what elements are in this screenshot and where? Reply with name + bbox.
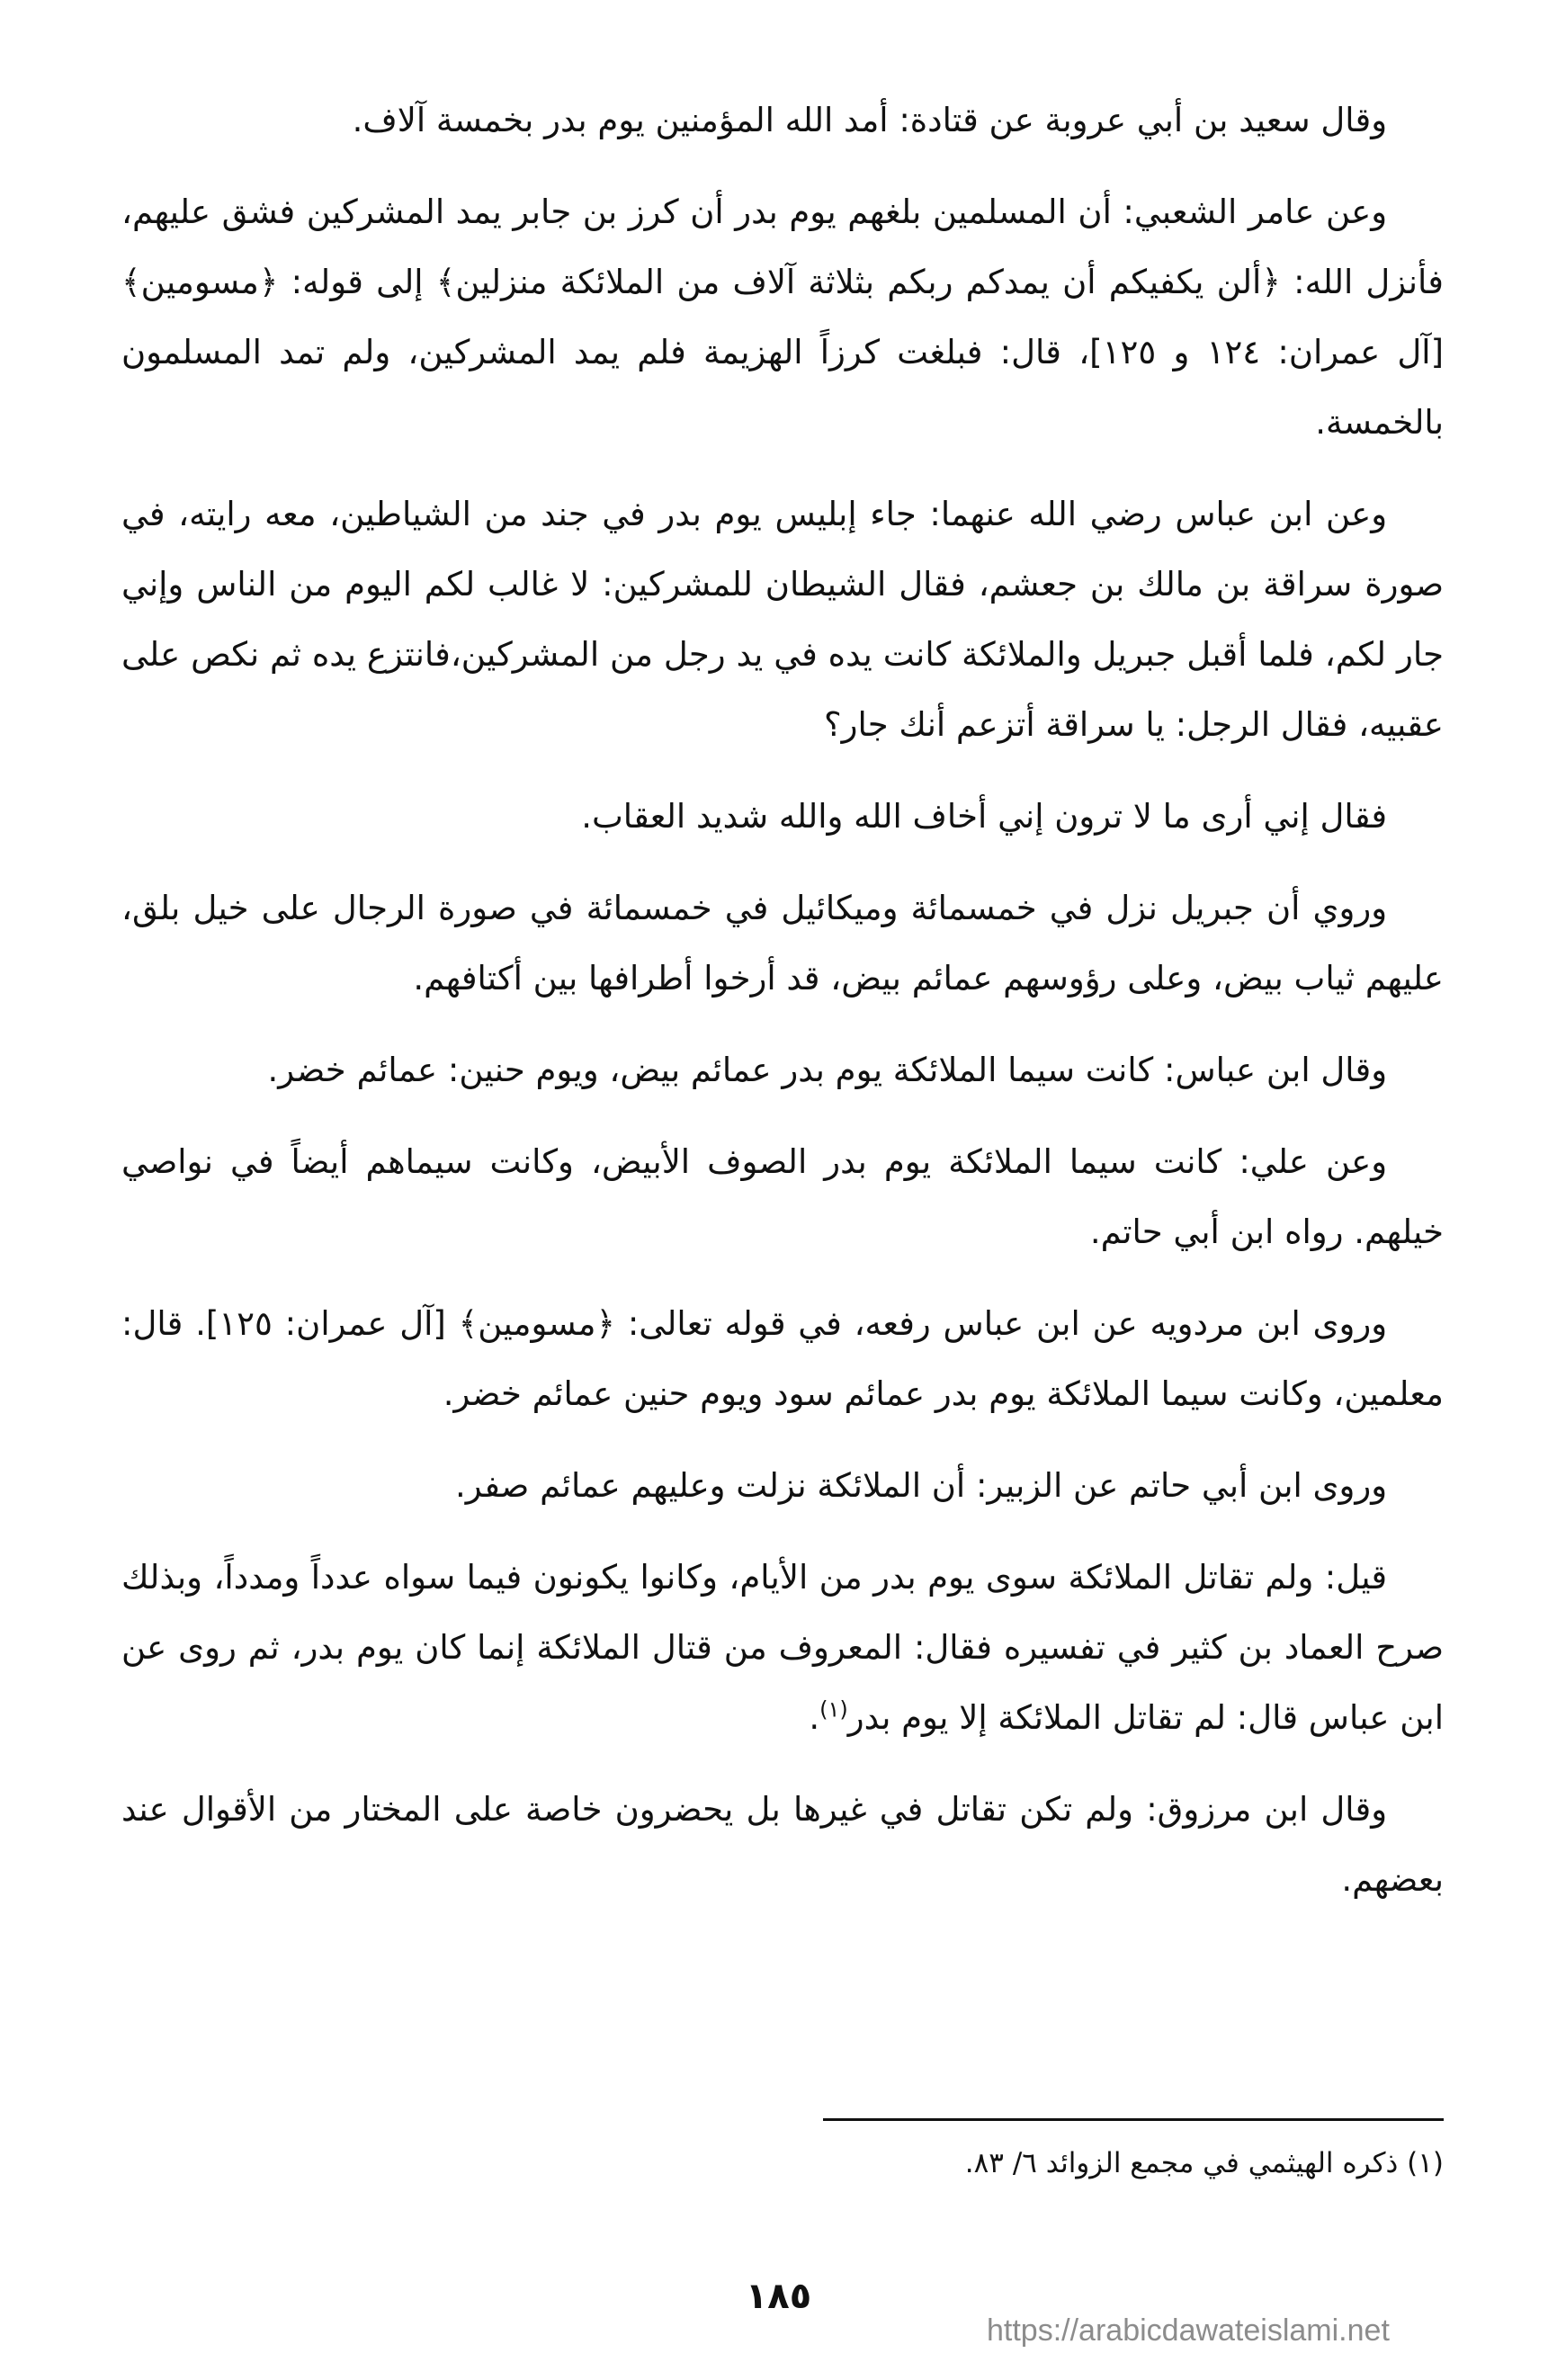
footnote: (١) ذكره الهيثمي في مجمع الزوائد ٦/ ٨٣. xyxy=(964,2147,1444,2179)
paragraph-5: وروي أن جبريل نزل في خمسمائة وميكائيل في خمسمائة في صورة الرجال على خيل بلق، عليهم ثياب بيض، وعلى رؤوسهم عمائم بيض، قد أرخوا أطرافها بين أكتافهم. xyxy=(121,889,1444,998)
paragraph-9: وروى ابن أبي حاتم عن الزبير: أن الملائكة نزلت وعليهم عمائم صفر. xyxy=(455,1466,1388,1505)
paragraph-1: وقال سعيد بن أبي عروبة عن قتادة: أمد الله المؤمنين يوم بدر بخمسة آلاف. xyxy=(352,101,1388,139)
paragraph-10 xyxy=(121,1543,1444,1753)
watermark-url: https://arabicdawateislami.net xyxy=(987,2313,1390,2348)
paragraph-10-text: قيل: ولم تقاتل الملائكة سوى يوم بدر من الأيام، وكانوا يكونون فيما سواه عدداً ومدداً، وبذلك صرح العماد بن كثير في تفسيره فقال: المعروف من قتال الملائكة إنما كان يوم بدر، ثم روى عن ابن عباس قال: لم تقاتل الملائكة إلا يوم بدر xyxy=(121,1558,1444,1737)
paragraph-7: وعن علي: كانت سيما الملائكة يوم بدر الصوف الأبيض، وكانت سيماهم أيضاً في نواصي خيلهم. رواه ابن أبي حاتم. xyxy=(121,1142,1444,1251)
paragraph-11: وقال ابن مرزوق: ولم تكن تقاتل في غيرها بل يحضرون خاصة على المختار من الأقوال عند بعضهم. xyxy=(121,1790,1444,1899)
page-body xyxy=(121,85,1444,1937)
paragraph-4: فقال إني أرى ما لا ترون إني أخاف الله والله شديد العقاب. xyxy=(581,797,1388,836)
page-number: ١٨٥ xyxy=(745,2276,812,2317)
paragraph-3: وعن ابن عباس رضي الله عنهما: جاء إبليس يوم بدر في جند من الشياطين، معه رايته، في صورة سراقة بن مالك بن جعشم، فقال الشيطان للمشركين: لا غالب لكم اليوم من الناس وإني جار لكم، فلما أقبل جبريل والملائكة كانت يده في يد رجل من المشركين،فانتزع يده ثم نكص على عقبيه، فقال الرجل: يا سراقة أتزعم أنك جار؟ xyxy=(121,495,1444,744)
paragraph-8: وروى ابن مردويه عن ابن عباس رفعه، في قوله تعالى: ﴿مسومين﴾ [آل عمران: ١٢٥]. قال: معلمين، وكانت سيما الملائكة يوم بدر عمائم سود ويوم حنين عمائم خضر. xyxy=(121,1304,1444,1413)
paragraph-2: وعن عامر الشعبي: أن المسلمين بلغهم يوم بدر أن كرز بن جابر يمد المشركين فشق عليهم، فأنزل الله: ﴿ألن يكفيكم أن يمدكم ربكم بثلاثة آلاف من الملائكة منزلين﴾ إلى قوله: ﴿مسومين﴾ [آل عمران: ١٢٤ و ١٢٥]، قال: فبلغت كرزاً الهزيمة فلم يمد المشركين، ولم تمد المسلمون بالخمسة. xyxy=(121,192,1444,442)
paragraph-10-end: . xyxy=(809,1698,820,1737)
footnote-reference[interactable]: (١) xyxy=(819,1696,848,1722)
paragraph-6: وقال ابن عباس: كانت سيما الملائكة يوم بدر عمائم بيض، ويوم حنين: عمائم خضر. xyxy=(267,1051,1388,1089)
footnote-divider xyxy=(823,2118,1444,2121)
